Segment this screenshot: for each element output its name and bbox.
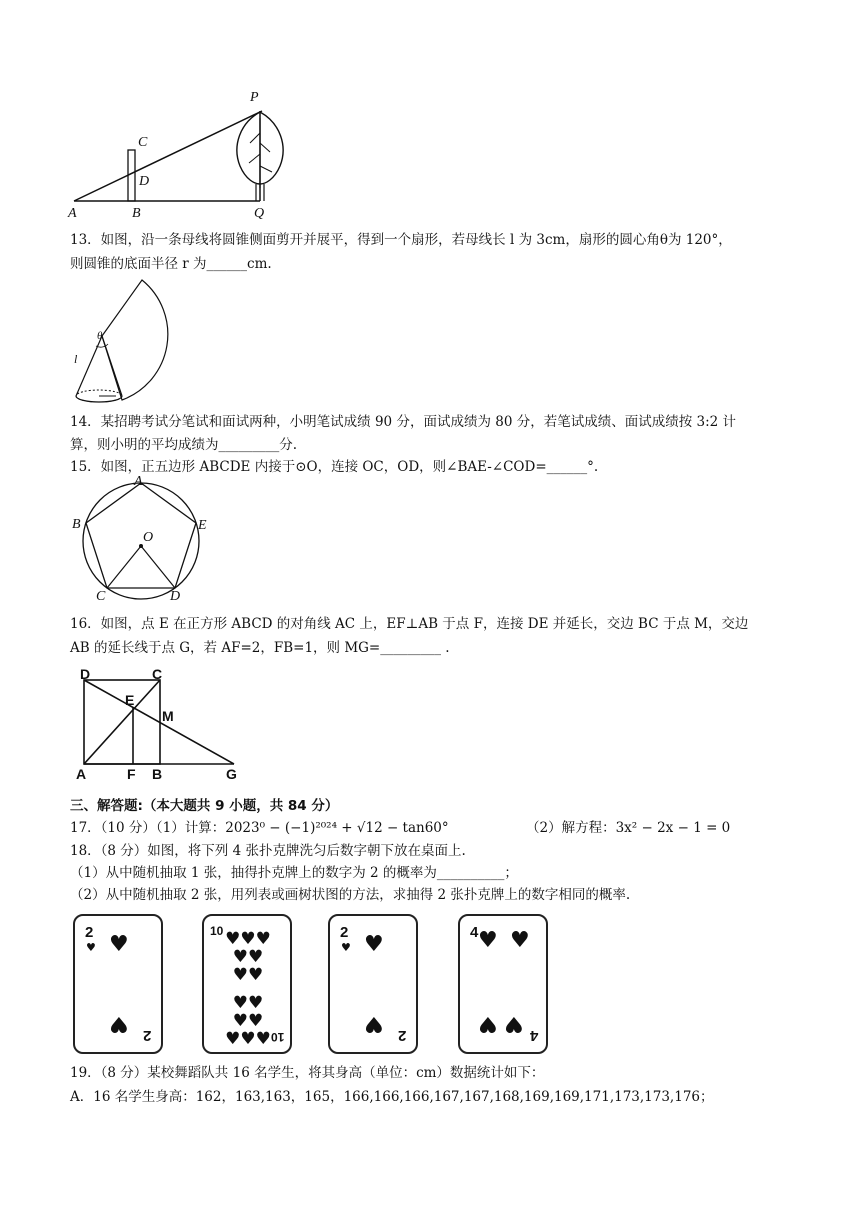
- playing-card-2: [202, 914, 292, 1054]
- label-d: D: [80, 666, 91, 682]
- label-theta: θ: [97, 330, 103, 342]
- label-e: E: [125, 692, 135, 708]
- heart-icon: ♥: [341, 941, 351, 954]
- playing-card-1: [73, 914, 163, 1054]
- label-g: G: [226, 766, 237, 782]
- heart-icon: ♥: [86, 941, 96, 954]
- q16-line1: 16．如图，点 E 在正方形 ABCD 的对角线 AC 上，EF⊥AB 于点 F，连接 DE 并延长，交边 BC 于点 M，交边: [70, 616, 749, 632]
- card-rank: 2: [85, 924, 94, 941]
- figure-pentagon: [66, 474, 216, 612]
- label-b: B: [132, 206, 141, 221]
- spade-icon: ♥♥♥: [225, 929, 271, 949]
- playing-card-3: [328, 914, 418, 1054]
- label-e: E: [198, 518, 207, 533]
- label-o: O: [143, 530, 154, 545]
- heart-icon: ♥: [504, 1011, 524, 1036]
- q19-line1: 19．（8 分）某校舞蹈队共 16 名学生，将其身高（单位：cm）数据统计如下：: [70, 1065, 545, 1081]
- q19-line2: A．16 名学生身高：162，163,163，165，166,166,166,167,167,168,169,169,171,173,173,176；: [70, 1089, 714, 1105]
- playing-card-4: [458, 914, 548, 1054]
- label-l: l: [74, 352, 78, 366]
- q18-line2: （1）从中随机抽取 1 张，抽得扑克牌上的数字为 2 的概率为__________；: [70, 865, 518, 881]
- q16-line2: AB 的延长线于点 G，若 AF=2，FB=1，则 MG=_________ .: [70, 640, 450, 656]
- card-rank: 4: [470, 924, 479, 941]
- q15-line1: 15．如图，正五边形 ABCDE 内接于⊙O，连接 OC，OD，则∠BAE-∠COD=______°.: [70, 459, 599, 475]
- label-d: D: [170, 589, 181, 604]
- label-c: C: [138, 135, 148, 150]
- label-f: F: [127, 766, 136, 782]
- spade-icon: ♥♥: [232, 965, 264, 985]
- label-m: M: [162, 708, 174, 724]
- spade-icon: ♥♥: [232, 947, 264, 967]
- q18-line1: 18．（8 分）如图，将下列 4 张扑克牌洗匀后数字朝下放在桌面上.: [70, 843, 466, 859]
- card-rank: 2: [340, 924, 349, 941]
- card-rank: 4: [529, 1027, 538, 1044]
- q17-part1: 17．（10 分）（1）计算：2023⁰ − (−1)²⁰²⁴ + √12 − tan60°: [70, 820, 449, 836]
- heart-icon: ♥: [510, 928, 530, 953]
- card-rank: 10: [210, 924, 224, 938]
- heart-icon: ♥: [109, 932, 129, 957]
- label-q: Q: [254, 206, 265, 221]
- q17-part2: （2）解方程：3x² − 2x − 1 = 0: [526, 820, 731, 836]
- label-a: A: [134, 474, 143, 489]
- spade-icon: ♥♥: [232, 993, 264, 1013]
- heart-icon: ♥: [478, 928, 498, 953]
- spade-icon: ♥♥♥: [225, 1029, 271, 1049]
- q13-line1: 13．如图，沿一条母线将圆锥侧面剪开并展平，得到一个扇形，若母线长 l 为 3cm，扇形的圆心角θ为 120°，: [70, 232, 732, 248]
- label-p: P: [250, 90, 259, 105]
- label-b: B: [72, 517, 81, 532]
- section-title: 三、解答题:（本大题共 9 小题，共 84 分）: [70, 798, 339, 814]
- card-rank: 2: [397, 1027, 406, 1044]
- card-rank: 2: [142, 1027, 151, 1044]
- label-a: A: [76, 766, 87, 782]
- q13-line2: 则圆锥的底面半径 r 为______cm.: [70, 256, 272, 272]
- figure-tree-shadow: [60, 88, 290, 228]
- card-rank: 10: [270, 1030, 284, 1044]
- heart-icon: ♥: [364, 1011, 384, 1036]
- figure-cone-sector: [64, 276, 174, 412]
- q14-line2: 算，则小明的平均成绩为_________分.: [70, 437, 298, 453]
- q14-line1: 14．某招聘考试分笔试和面试两种，小明笔试成绩 90 分，面试成绩为 80 分，若笔试成绩、面试成绩按 3:2 计: [70, 414, 737, 430]
- heart-icon: ♥: [109, 1011, 129, 1036]
- heart-icon: ♥: [364, 932, 384, 957]
- label-c: C: [152, 666, 163, 682]
- q18-line3: （2）从中随机抽取 2 张，用列表或画树状图的方法，求抽得 2 张扑克牌上的数字相同的概率.: [70, 887, 631, 903]
- label-a: A: [68, 206, 77, 221]
- figure-square: [70, 666, 250, 784]
- heart-icon: ♥: [478, 1011, 498, 1036]
- spade-icon: ♥♥: [232, 1011, 264, 1031]
- label-d: D: [139, 174, 150, 189]
- label-c: C: [96, 589, 106, 604]
- label-b: B: [152, 766, 163, 782]
